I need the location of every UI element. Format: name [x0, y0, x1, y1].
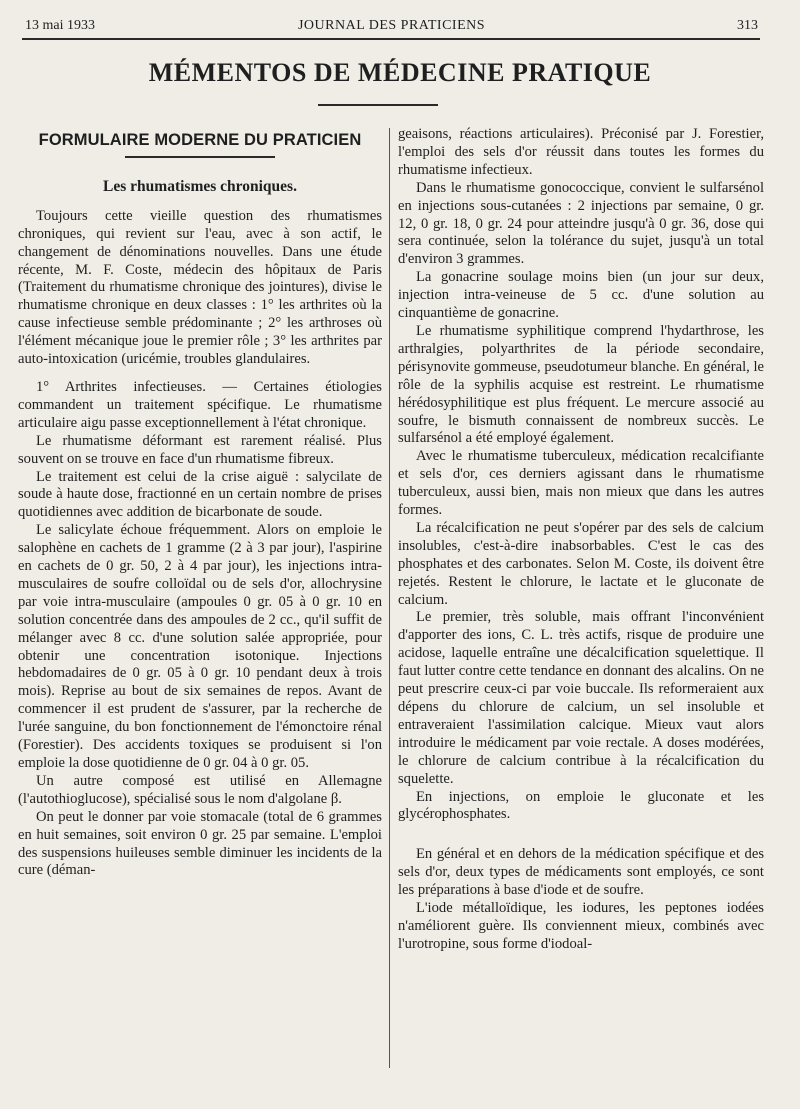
section-rule	[125, 156, 275, 158]
header-journal: JOURNAL DES PRATICIENS	[297, 18, 486, 33]
page-title: MÉMENTOS DE MÉDECINE PRATIQUE	[148, 58, 652, 87]
paragraph: La gonacrine soulage moins bien (un jour sur deux, injection intra-veineuse de 5 cc. d'une solution au cinquantième de gonacrine.	[398, 269, 764, 322]
paragraph: En général et en dehors de la médication spécifique et des sels d'or, deux types de médicaments sont employés, ce sont les préparations à base d'iode et de soufre.	[398, 846, 764, 899]
header-rule	[22, 38, 760, 40]
column-divider	[389, 128, 390, 1068]
paragraph: Dans le rhumatisme gonococcique, convient le sulfarsénol en injections sous-cutanées : 2 injections par semaine, 0 gr. 12, 0 gr. 18, 0 gr. 24 pour atteindre jusqu'à 0 gr. 36, dose qui sera continuée, selon la tolérance du sujet, jusqu'à un total d'environ 3 grammes.	[398, 179, 764, 268]
paragraph: Un autre composé est utilisé en Allemagne (l'autothioglucose), spécialisé sous le nom d'algolane β.	[18, 772, 382, 807]
paragraph: En injections, on emploie le gluconate et les glycérophosphates.	[398, 788, 764, 823]
paragraph: Le salicylate échoue fréquemment. Alors on emploie le salophène en cachets de 1 gramme (2 à 3 par jour), l'aspirine en cachets de 0 gr. 50, 2 à 4 par jour), les injections intra-musculaires de soufre colloïdal ou de sels d'or, allochrysine par voie intra-musculaire (ampoules 0 gr. 05 à 0 gr. 10 en solution concentrée dans des ampoules de 2 cc., qu'il suffit de mélanger avec 8 cc. d'une solution salée appropriée, pour obtenir une concentration isotonique. Injections hebdomadaires de 0 gr. 05 à 0 gr. 10 pendant deux à trois mois). Reprise au bout de six semaines de repos. Avant de commencer il est prudent de s'assurer, par la recherche de l'urée sanguine, du bon fonctionnement de l'émonctoire rénal (Forestier). Des accidents toxiques se produisent si l'on emploie la dose quotidienne de 0 gr. 04 à 0 gr. 05.	[18, 522, 382, 771]
section-subtitle: Les rhumatismes chroniques.	[103, 177, 297, 195]
paragraph: Le premier, très soluble, mais offrant l'inconvénient d'apporter des ions, C. L. très actifs, risque de produire une acidose, laquelle entraîne une décalcification squelettique. Il faut lutter contre cette tendance en donnant des alcalins. On ne peut prescrire ceux-ci par voie buccale. Ils reformeraient aux dépens du chlorure de calcium, un sel insoluble et entraveraient l'assimilation calcique. Mieux vaut alors introduire le médicament par voie rectale. A doses modérées, le chlorure de calcium contribue à la récalcification du squelette.	[398, 609, 764, 787]
paragraph: Le rhumatisme déformant est rarement réalisé. Plus souvent on se trouve en face d'un rhumatisme fibreux.	[18, 432, 382, 467]
paragraph: Le rhumatisme syphilitique comprend l'hydarthrose, les arthralgies, polyarthrites de la période secondaire, périsynovite gommeuse, pseudotumeur blanche. En général, le rôle de la syphilis acquise est restreint. Le rhumatisme hérédosyphilitique est plus fréquent. Le mercure associé au soufre, le bismuth connaissent de nombreux succès. Le sulfarsénol a été employé également.	[398, 322, 764, 447]
header-page-number: 313	[737, 18, 758, 33]
title-rule	[318, 104, 438, 106]
paragraph: Toujours cette vieille question des rhumatismes chroniques, qui revient sur l'eau, avec à son actif, le changement de dénominations nouvelles. Dans une étude récente, M. F. Coste, médecin des hôpitaux de Paris (Traitement du rhumatisme chronique des jointures), divise le rhumatisme chronique en deux classes : 1° les arthrites où la cause infectieuse semble prédominante ; 2° les arthroses où l'élément mécanique joue le premier rôle ; 3° les arthrites par auto-intoxication (uricémie, troubles glandulaires.	[18, 207, 382, 368]
paragraph: La récalcification ne peut s'opérer par des sels de calcium insolubles, c'est-à-dire inabsorbables. C'est le cas des phosphates et des carbonates. Selon M. Coste, ils doivent être rejetés. Restent le chlorure, le lactate et le gluconate de calcium.	[398, 519, 764, 608]
paragraph: L'iode métalloïdique, les iodures, les peptones iodées n'améliorent guère. Ils conviennent mieux, combinés avec l'urotropine, sous forme d'iodoal-	[398, 900, 764, 952]
left-column	[18, 132, 382, 880]
right-column	[398, 126, 764, 954]
paragraph: On peut le donner par voie stomacale (total de 6 grammes en huit semaines, soit environ 0 gr. 25 par semaine. L'emploi des suspensions huileuses semble diminuer les incidents de la cure (déman-	[18, 808, 382, 879]
section-heading: FORMULAIRE MODERNE DU PRATICIEN	[38, 131, 362, 149]
paragraph: Avec le rhumatisme tuberculeux, médication recalcifiante et sels d'or, ces derniers agissant dans le rhumatisme tuberculeux, aussi bien, mais non mieux que dans les autres formes.	[398, 448, 764, 519]
header-date: 13 mai 1933	[25, 18, 95, 33]
paragraph: Le traitement est celui de la crise aiguë : salycilate de soude à haute dose, fractionné en un certain nombre de prises quotidiennes avec addition de bicarbonate de soude.	[18, 468, 382, 521]
paragraph: geaisons, réactions articulaires). Préconisé par J. Forestier, l'emploi des sels d'or réussit dans toutes les formes du rhumatisme infectieux.	[398, 126, 764, 178]
paragraph: 1° Arthrites infectieuses. — Certaines étiologies commandent un traitement spécifique. Le rhumatisme articulaire aigu passe exceptionnellement à l'état chronique.	[18, 378, 382, 431]
